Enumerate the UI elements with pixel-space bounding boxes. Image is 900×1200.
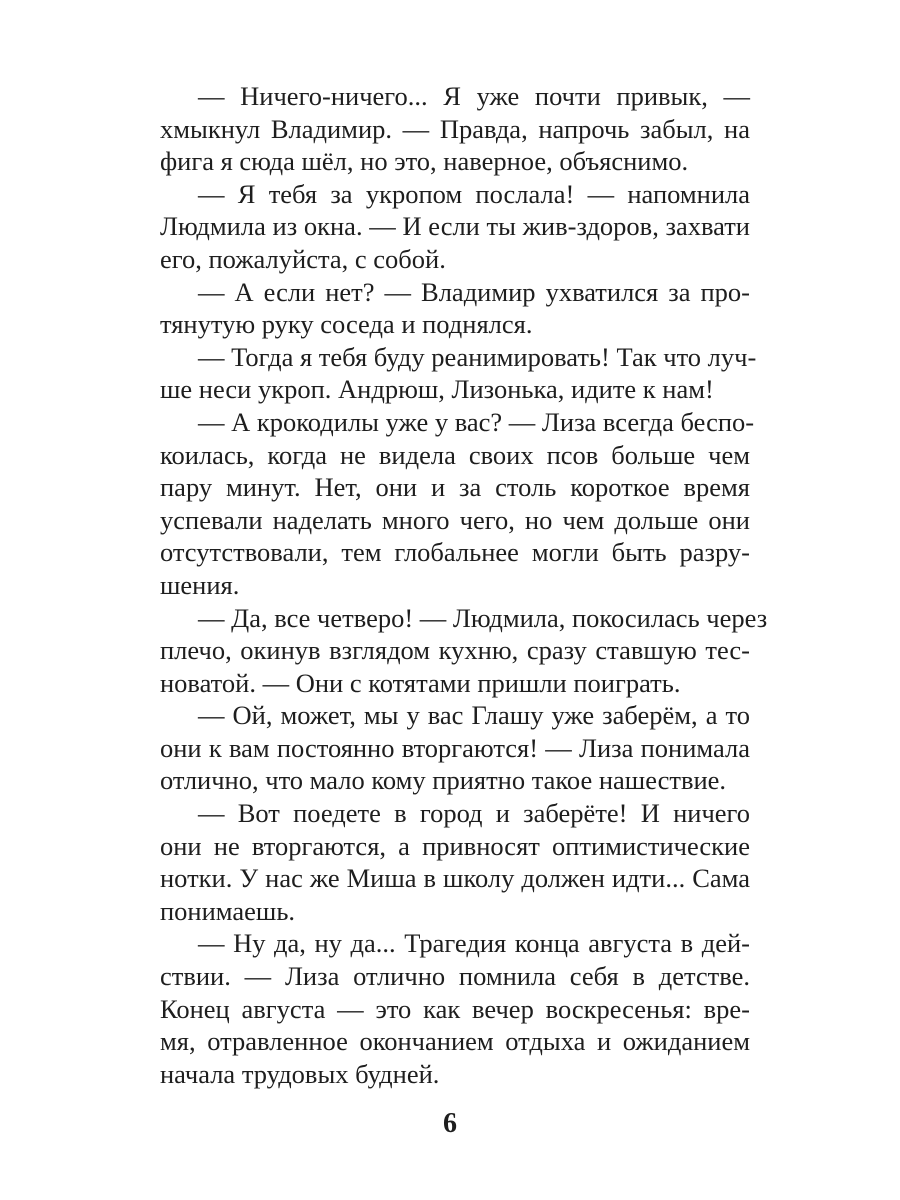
text-line: они не вторгаются, а привносят оптимистические [160,830,750,861]
text-line: фига я сюда шёл, но это, наверное, объяснимо. [160,146,689,177]
text-line: шения. [160,569,240,600]
text-line: тянутую руку соседа и поднялся. [160,309,533,340]
page-text [160,80,768,1090]
text-line: пару минут. Нет, они и за столь короткое время [160,472,750,503]
text-line: нотки. У нас же Миша в школу должен идти... Сама [160,863,750,894]
text-line: плечо, окинув взглядом кухню, сразу ставшую тес- [160,635,750,666]
text-line: коилась, когда не видела своих псов больше чем [160,439,750,470]
text-line: ше неси укроп. Андрюш, Лизонька, идите к нам! [160,374,714,405]
text-line: — Ой, может, мы у вас Глашу уже заберём, а то [198,700,750,731]
text-line: — Ничего-ничего... Я уже почти привык, — [198,81,750,111]
page-number: 6 [443,1108,457,1139]
text-line: Конец августа — это как вечер воскресенья: вре- [160,993,750,1024]
text-line: понимаешь. [160,895,296,926]
text-line: отсутствовали, тем глобальнее могли быть разру- [160,537,750,568]
text-line: — А если нет? — Владимир ухватился за про- [198,276,750,307]
text-line: мя, отравленное окончанием отдыха и ожиданием [160,1026,750,1057]
text-line: отлично, что мало кому приятно такое нашествие. [160,765,727,796]
text-line: его, пожалуйста, с собой. [160,243,446,274]
text-line: Людмила из окна. — И если ты жив-здоров, захвати [160,211,750,242]
text-line: они к вам постоянно вторгаются! — Лиза понимала [160,732,750,763]
text-line: — Тогда я тебя буду реанимировать! Так что луч- [198,341,757,372]
text-line: ствии. — Лиза отлично помнила себя в детстве. [160,961,750,992]
text-line: хмыкнул Владимир. — Правда, напрочь забыл, на [160,113,750,144]
text-line: успевали наделать много чего, но чем дольше они [160,504,750,535]
text-line: — Я тебя за укропом послала! — напомнила [198,178,750,209]
text-line: — А крокодилы уже у вас? — Лиза всегда беспо- [198,406,755,437]
text-line: — Ну да, ну да... Трагедия конца августа в дей- [198,928,750,959]
text-line: начала трудовых будней. [160,1058,440,1089]
text-line: — Да, все четверо! — Людмила, покосилась через [198,602,768,633]
text-line: — Вот поедете в город и заберёте! И ничего [198,798,750,829]
text-line: новатой. — Они с котятами пришли поиграть. [160,667,681,698]
